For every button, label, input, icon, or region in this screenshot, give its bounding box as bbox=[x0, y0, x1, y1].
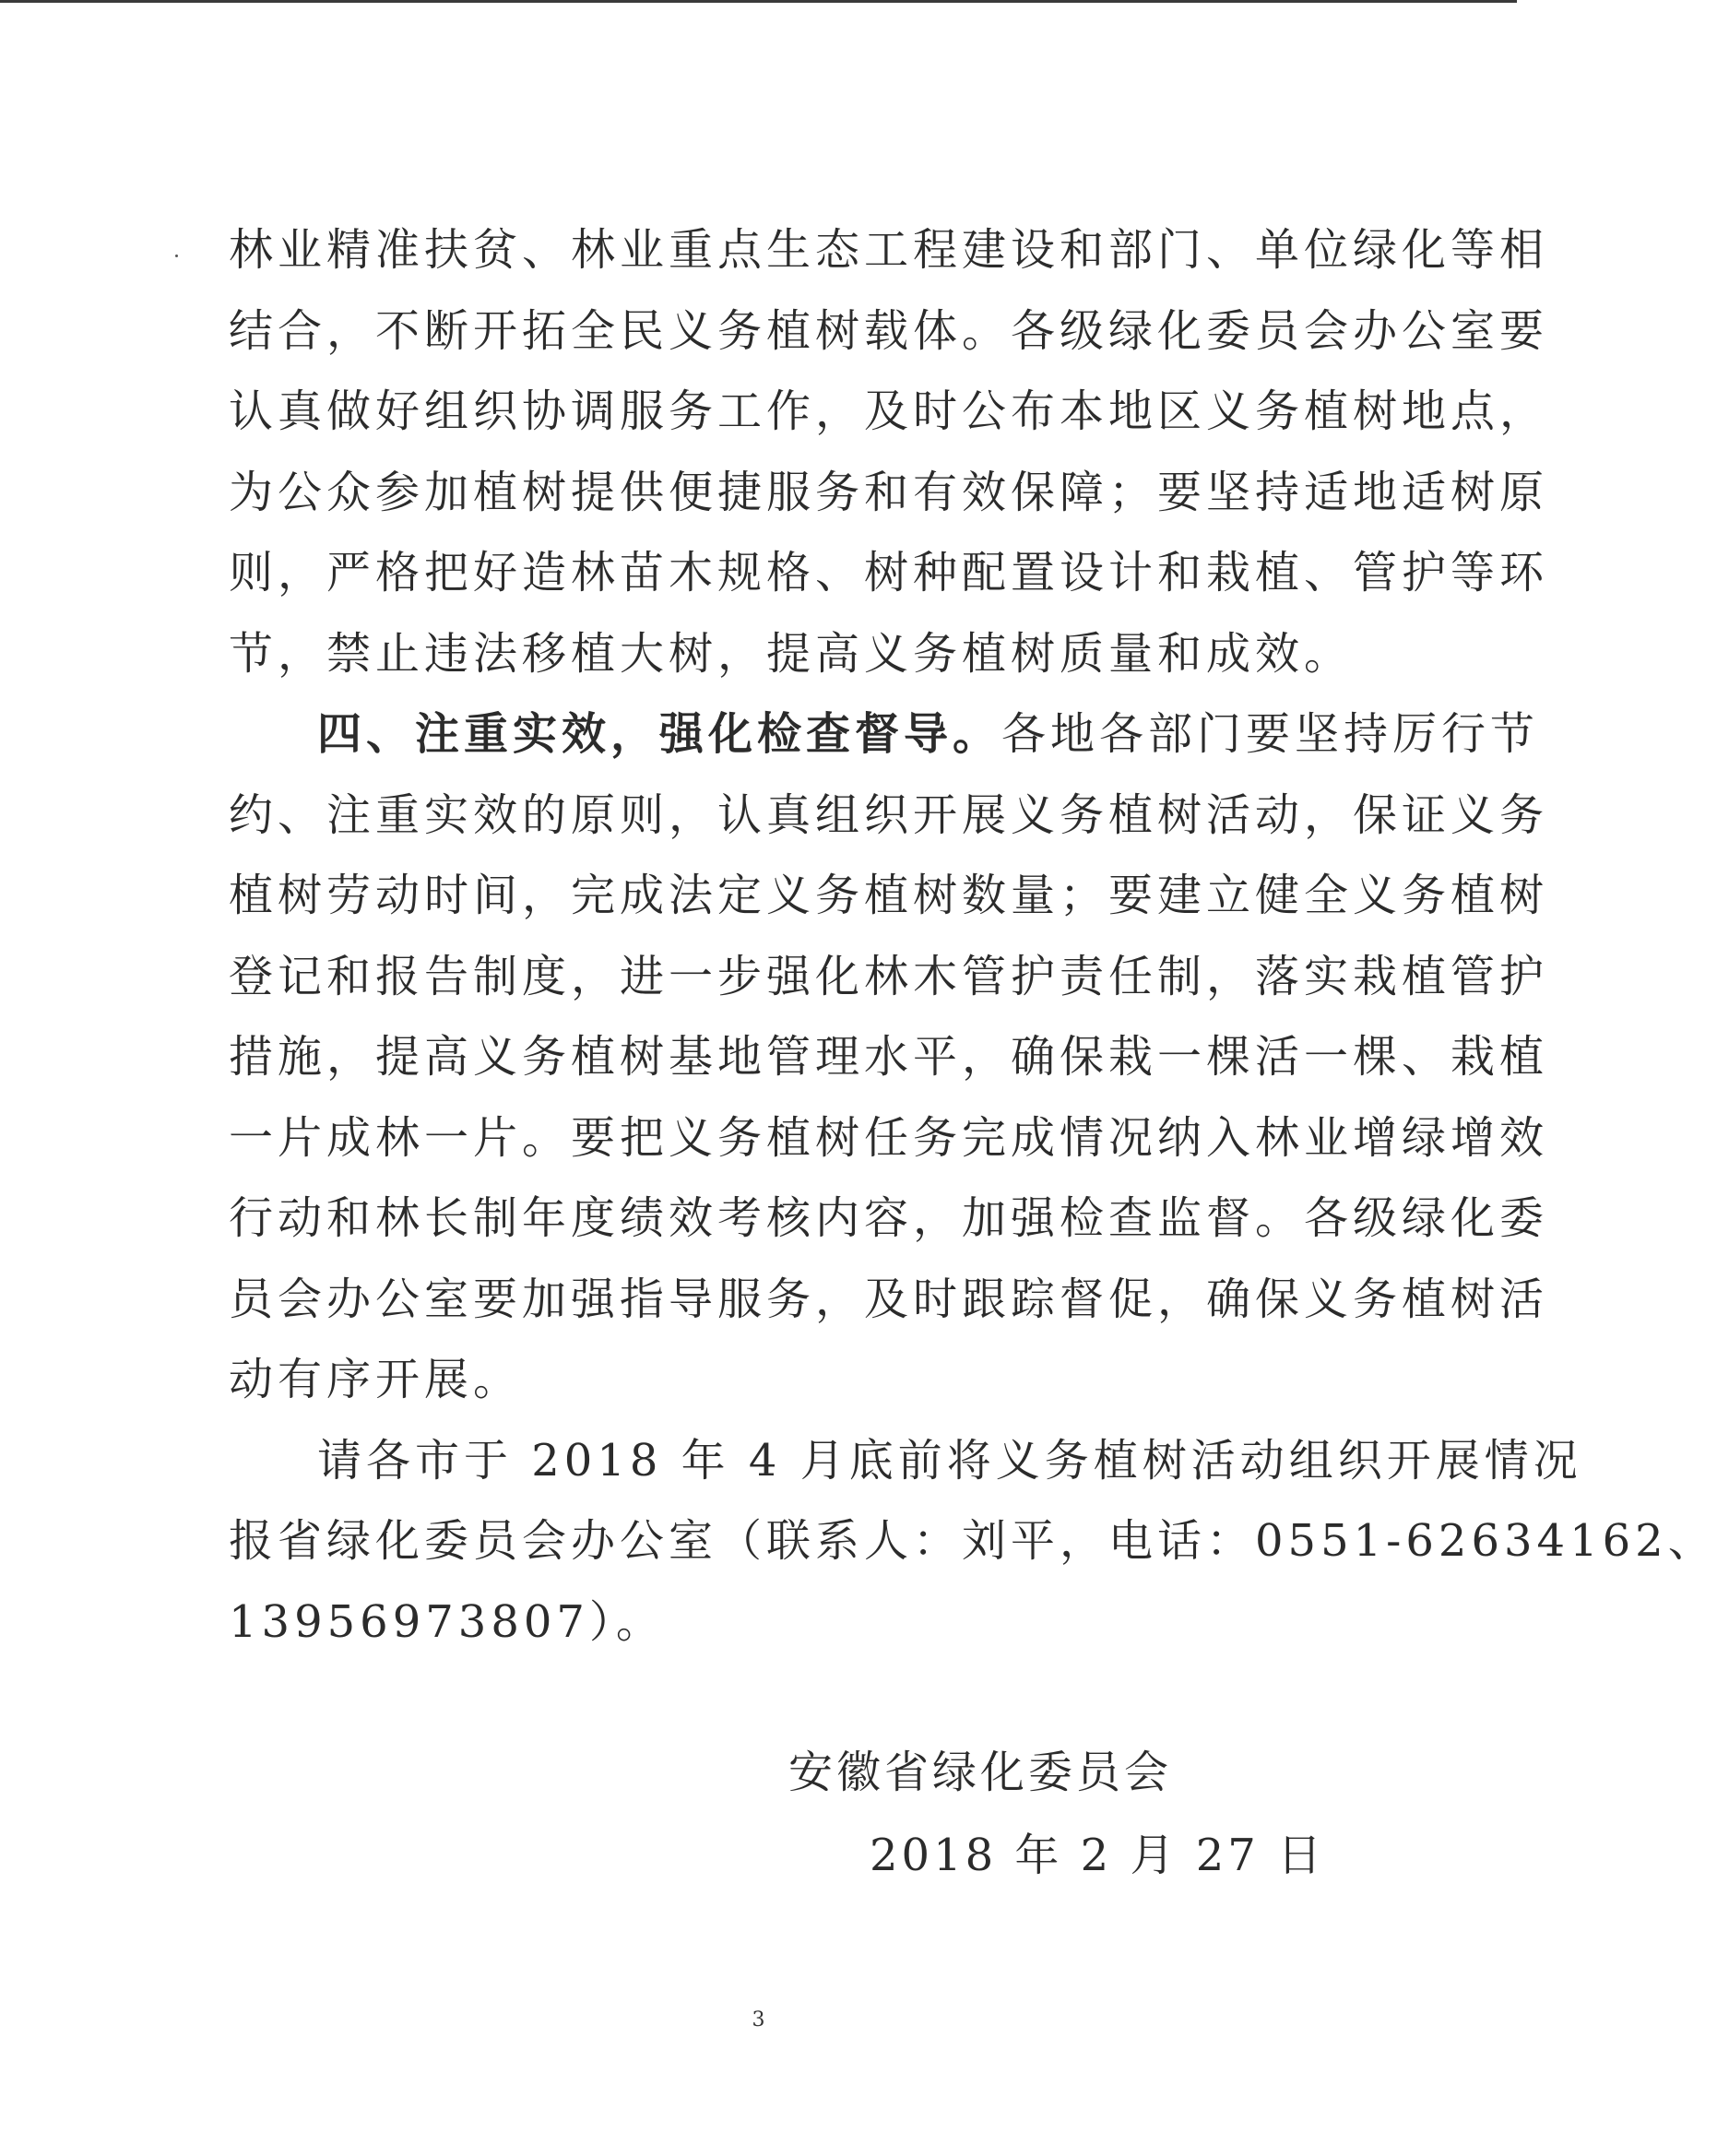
signature-date: 2018 年 2 月 27 日 bbox=[870, 1830, 1326, 1881]
text-line: 措施，提高义务植树基地管理水平，确保栽一棵活一棵、栽植 bbox=[229, 1031, 1549, 1083]
section-4 bbox=[229, 694, 1549, 1421]
text-line: 登记和报告制度，进一步强化林木管护责任制，落实栽植管护 bbox=[229, 950, 1549, 1002]
text-line: 报省绿化委员会办公室（联系人：刘平，电话：0551-62634162、 bbox=[229, 1515, 1717, 1567]
section-4-first-line bbox=[229, 694, 1540, 776]
page-number: 3 bbox=[752, 2008, 765, 2032]
signature-organization: 安徽省绿化委员会 bbox=[788, 1747, 1173, 1798]
scan-edge bbox=[0, 0, 1517, 3]
text-line: 13956973807）。 bbox=[229, 1595, 665, 1648]
text-line: 为公众参加植树提供便捷服务和有效保障；要坚持适地适树原 bbox=[229, 466, 1549, 518]
text-line: 认真做好组织协调服务工作，及时公布本地区义务植树地点， bbox=[229, 385, 1549, 437]
text-line: 一片成林一片。要把义务植树任务完成情况纳入林业增绿增效 bbox=[229, 1111, 1549, 1164]
paragraph-continuation bbox=[229, 210, 1549, 694]
text-line: 林业精准扶贫、林业重点生态工程建设和部门、单位绿化等相 bbox=[229, 224, 1549, 276]
text-line: 员会办公室要加强指导服务，及时跟踪督促，确保义务植树活 bbox=[229, 1273, 1549, 1325]
text-line: 行动和林长制年度绩效考核内容，加强检查监督。各级绿化委 bbox=[229, 1192, 1549, 1244]
section-4-first-line-text: 各地各部门要坚持厉行节 bbox=[1001, 708, 1540, 760]
text-line: 结合，不断开拓全民义务植树载体。各级绿化委员会办公室要 bbox=[229, 304, 1549, 357]
text-line: 请各市于 2018 年 4 月底前将义务植树活动组织开展情况 bbox=[317, 1434, 1582, 1487]
document-body bbox=[229, 210, 1717, 1663]
section-4-heading: 四、注重实效，强化检查督导。 bbox=[317, 708, 1002, 760]
text-line: 动有序开展。 bbox=[229, 1354, 523, 1405]
text-line: 约、注重实效的原则，认真组织开展义务植树活动，保证义务 bbox=[229, 788, 1549, 841]
text-line: 则，严格把好造林苗木规格、树种配置设计和栽植、管护等环 bbox=[229, 547, 1549, 598]
text-line: 植树劳动时间，完成法定义务植树数量；要建立健全义务植树 bbox=[229, 870, 1549, 921]
scan-speck bbox=[175, 255, 178, 257]
text-line: 节，禁止违法移植大树，提高义务植树质量和成效。 bbox=[229, 627, 1354, 680]
paragraph-request bbox=[229, 1421, 1717, 1664]
